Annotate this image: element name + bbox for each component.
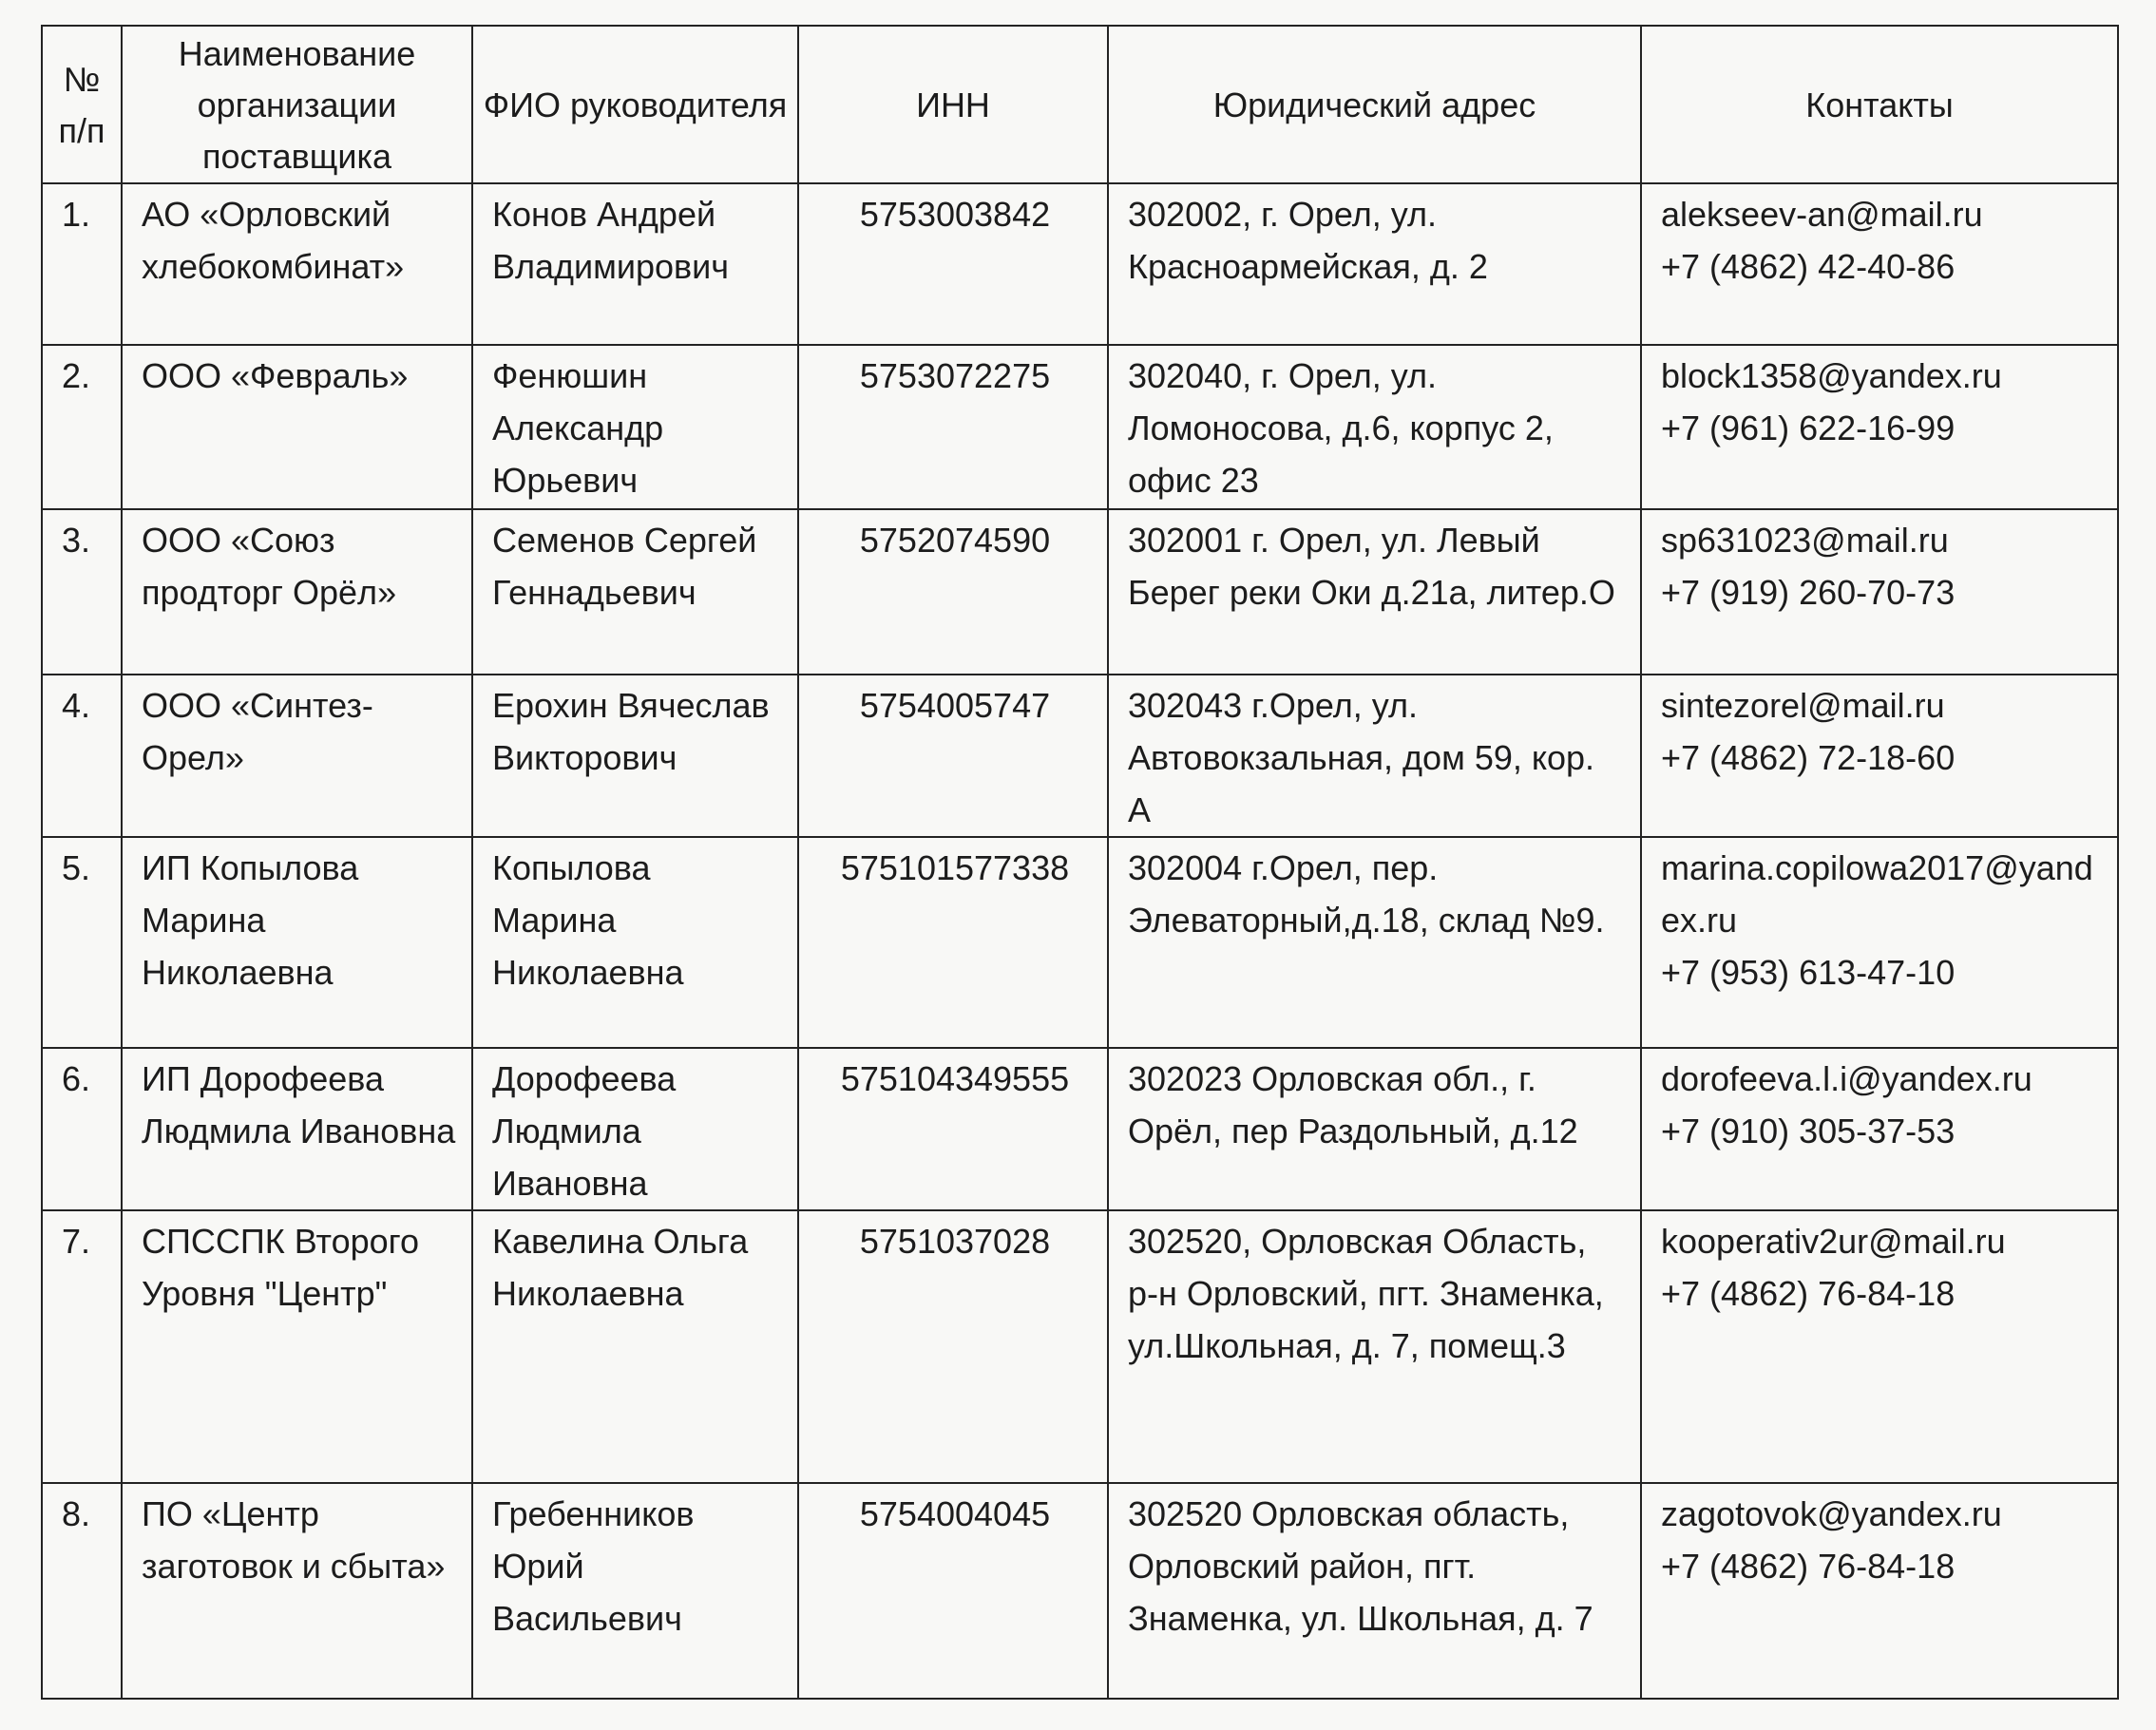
- cell-contacts: [1641, 675, 2118, 837]
- cell-inn: 5754004045: [798, 1483, 1108, 1699]
- contact-email: dorofeeva.l.i@yandex.ru: [1661, 1059, 2032, 1098]
- header-organization: Наименование организации поставщика: [122, 26, 472, 183]
- cell-contacts: [1641, 1048, 2118, 1210]
- cell-inn: 575101577338: [798, 837, 1108, 1048]
- cell-legal-address: 302023 Орловская обл., г. Орёл, пер Раздольный, д.12: [1108, 1048, 1641, 1210]
- cell-legal-address: 302004 г.Орел, пер. Элеваторный,д.18, склад №9.: [1108, 837, 1641, 1048]
- header-number: № п/п: [42, 26, 122, 183]
- table-row: [42, 675, 2118, 837]
- cell-number: 4.: [42, 675, 122, 837]
- cell-number: 8.: [42, 1483, 122, 1699]
- cell-inn: 5753003842: [798, 183, 1108, 345]
- contact-phone: +7 (4862) 72-18-60: [1661, 738, 1956, 777]
- header-row: [42, 26, 2118, 183]
- table-row: [42, 837, 2118, 1048]
- table-row: [42, 345, 2118, 509]
- contact-email: block1358@yandex.ru: [1661, 356, 2002, 395]
- cell-contacts: [1641, 1483, 2118, 1699]
- header-director: ФИО руководителя: [472, 26, 798, 183]
- contact-email: zagotovok@yandex.ru: [1661, 1494, 2002, 1533]
- table-body: [42, 183, 2118, 1699]
- cell-director: Гребенников Юрий Васильевич: [472, 1483, 798, 1699]
- cell-number: 2.: [42, 345, 122, 509]
- cell-inn: 5752074590: [798, 509, 1108, 675]
- table-row: [42, 1210, 2118, 1483]
- cell-inn: 5754005747: [798, 675, 1108, 837]
- contact-phone: +7 (961) 622-16-99: [1661, 409, 1956, 447]
- contact-phone: +7 (919) 260-70-73: [1661, 573, 1956, 612]
- cell-contacts: [1641, 509, 2118, 675]
- contact-email: sp631023@mail.ru: [1661, 521, 1949, 560]
- cell-number: 1.: [42, 183, 122, 345]
- cell-organization: ПО «Центр заготовок и сбыта»: [122, 1483, 472, 1699]
- contact-email: alekseev-an@mail.ru: [1661, 195, 1983, 234]
- header-contacts: Контакты: [1641, 26, 2118, 183]
- cell-legal-address: 302001 г. Орел, ул. Левый Берег реки Оки д.21а, литер.О: [1108, 509, 1641, 675]
- contact-phone: +7 (910) 305-37-53: [1661, 1112, 1956, 1150]
- cell-director: Копылова Марина Николаевна: [472, 837, 798, 1048]
- suppliers-table: [41, 25, 2119, 1700]
- cell-inn: 575104349555: [798, 1048, 1108, 1210]
- cell-organization: ИП Дорофеева Людмила Ивановна: [122, 1048, 472, 1210]
- table-row: [42, 1483, 2118, 1699]
- cell-number: 3.: [42, 509, 122, 675]
- cell-inn: 5753072275: [798, 345, 1108, 509]
- contact-email: sintezorel@mail.ru: [1661, 686, 1945, 725]
- cell-director: Фенюшин Александр Юрьевич: [472, 345, 798, 509]
- cell-legal-address: 302043 г.Орел, ул. Автовокзальная, дом 59, кор. А: [1108, 675, 1641, 837]
- cell-legal-address: 302002, г. Орел, ул. Красноармейская, д. 2: [1108, 183, 1641, 345]
- cell-number: 5.: [42, 837, 122, 1048]
- cell-number: 7.: [42, 1210, 122, 1483]
- cell-legal-address: 302040, г. Орел, ул. Ломоносова, д.6, корпус 2, офис 23: [1108, 345, 1641, 509]
- contact-phone: +7 (953) 613-47-10: [1661, 953, 1956, 992]
- contact-email: marina.copilowa2017@yandex.ru: [1661, 848, 2093, 940]
- cell-contacts: [1641, 837, 2118, 1048]
- table-row: [42, 1048, 2118, 1210]
- cell-contacts: [1641, 1210, 2118, 1483]
- table-row: [42, 183, 2118, 345]
- contact-phone: +7 (4862) 76-84-18: [1661, 1274, 1956, 1313]
- cell-director: Кавелина Ольга Николаевна: [472, 1210, 798, 1483]
- cell-organization: АО «Орловский хлебокомбинат»: [122, 183, 472, 345]
- cell-legal-address: 302520, Орловская Область, р-н Орловский, пгт. Знаменка, ул.Школьная, д. 7, помещ.3: [1108, 1210, 1641, 1483]
- cell-organization: ИП Копылова Марина Николаевна: [122, 837, 472, 1048]
- cell-director: Семенов Сергей Геннадьевич: [472, 509, 798, 675]
- contact-phone: +7 (4862) 76-84-18: [1661, 1547, 1956, 1586]
- header-inn: ИНН: [798, 26, 1108, 183]
- cell-legal-address: 302520 Орловская область, Орловский район, пгт. Знаменка, ул. Школьная, д. 7: [1108, 1483, 1641, 1699]
- cell-contacts: [1641, 183, 2118, 345]
- cell-director: Конов Андрей Владимирович: [472, 183, 798, 345]
- cell-contacts: [1641, 345, 2118, 509]
- cell-organization: ООО «Синтез-Орел»: [122, 675, 472, 837]
- cell-organization: СПССПК Второго Уровня "Центр": [122, 1210, 472, 1483]
- cell-organization: ООО «Февраль»: [122, 345, 472, 509]
- contact-phone: +7 (4862) 42-40-86: [1661, 247, 1956, 286]
- contact-email: kooperativ2ur@mail.ru: [1661, 1222, 2006, 1261]
- cell-inn: 5751037028: [798, 1210, 1108, 1483]
- cell-director: Дорофеева Людмила Ивановна: [472, 1048, 798, 1210]
- cell-organization: ООО «Союз продторг Орёл»: [122, 509, 472, 675]
- cell-number: 6.: [42, 1048, 122, 1210]
- table-row: [42, 509, 2118, 675]
- header-legal-address: Юридический адрес: [1108, 26, 1641, 183]
- cell-director: Ерохин Вячеслав Викторович: [472, 675, 798, 837]
